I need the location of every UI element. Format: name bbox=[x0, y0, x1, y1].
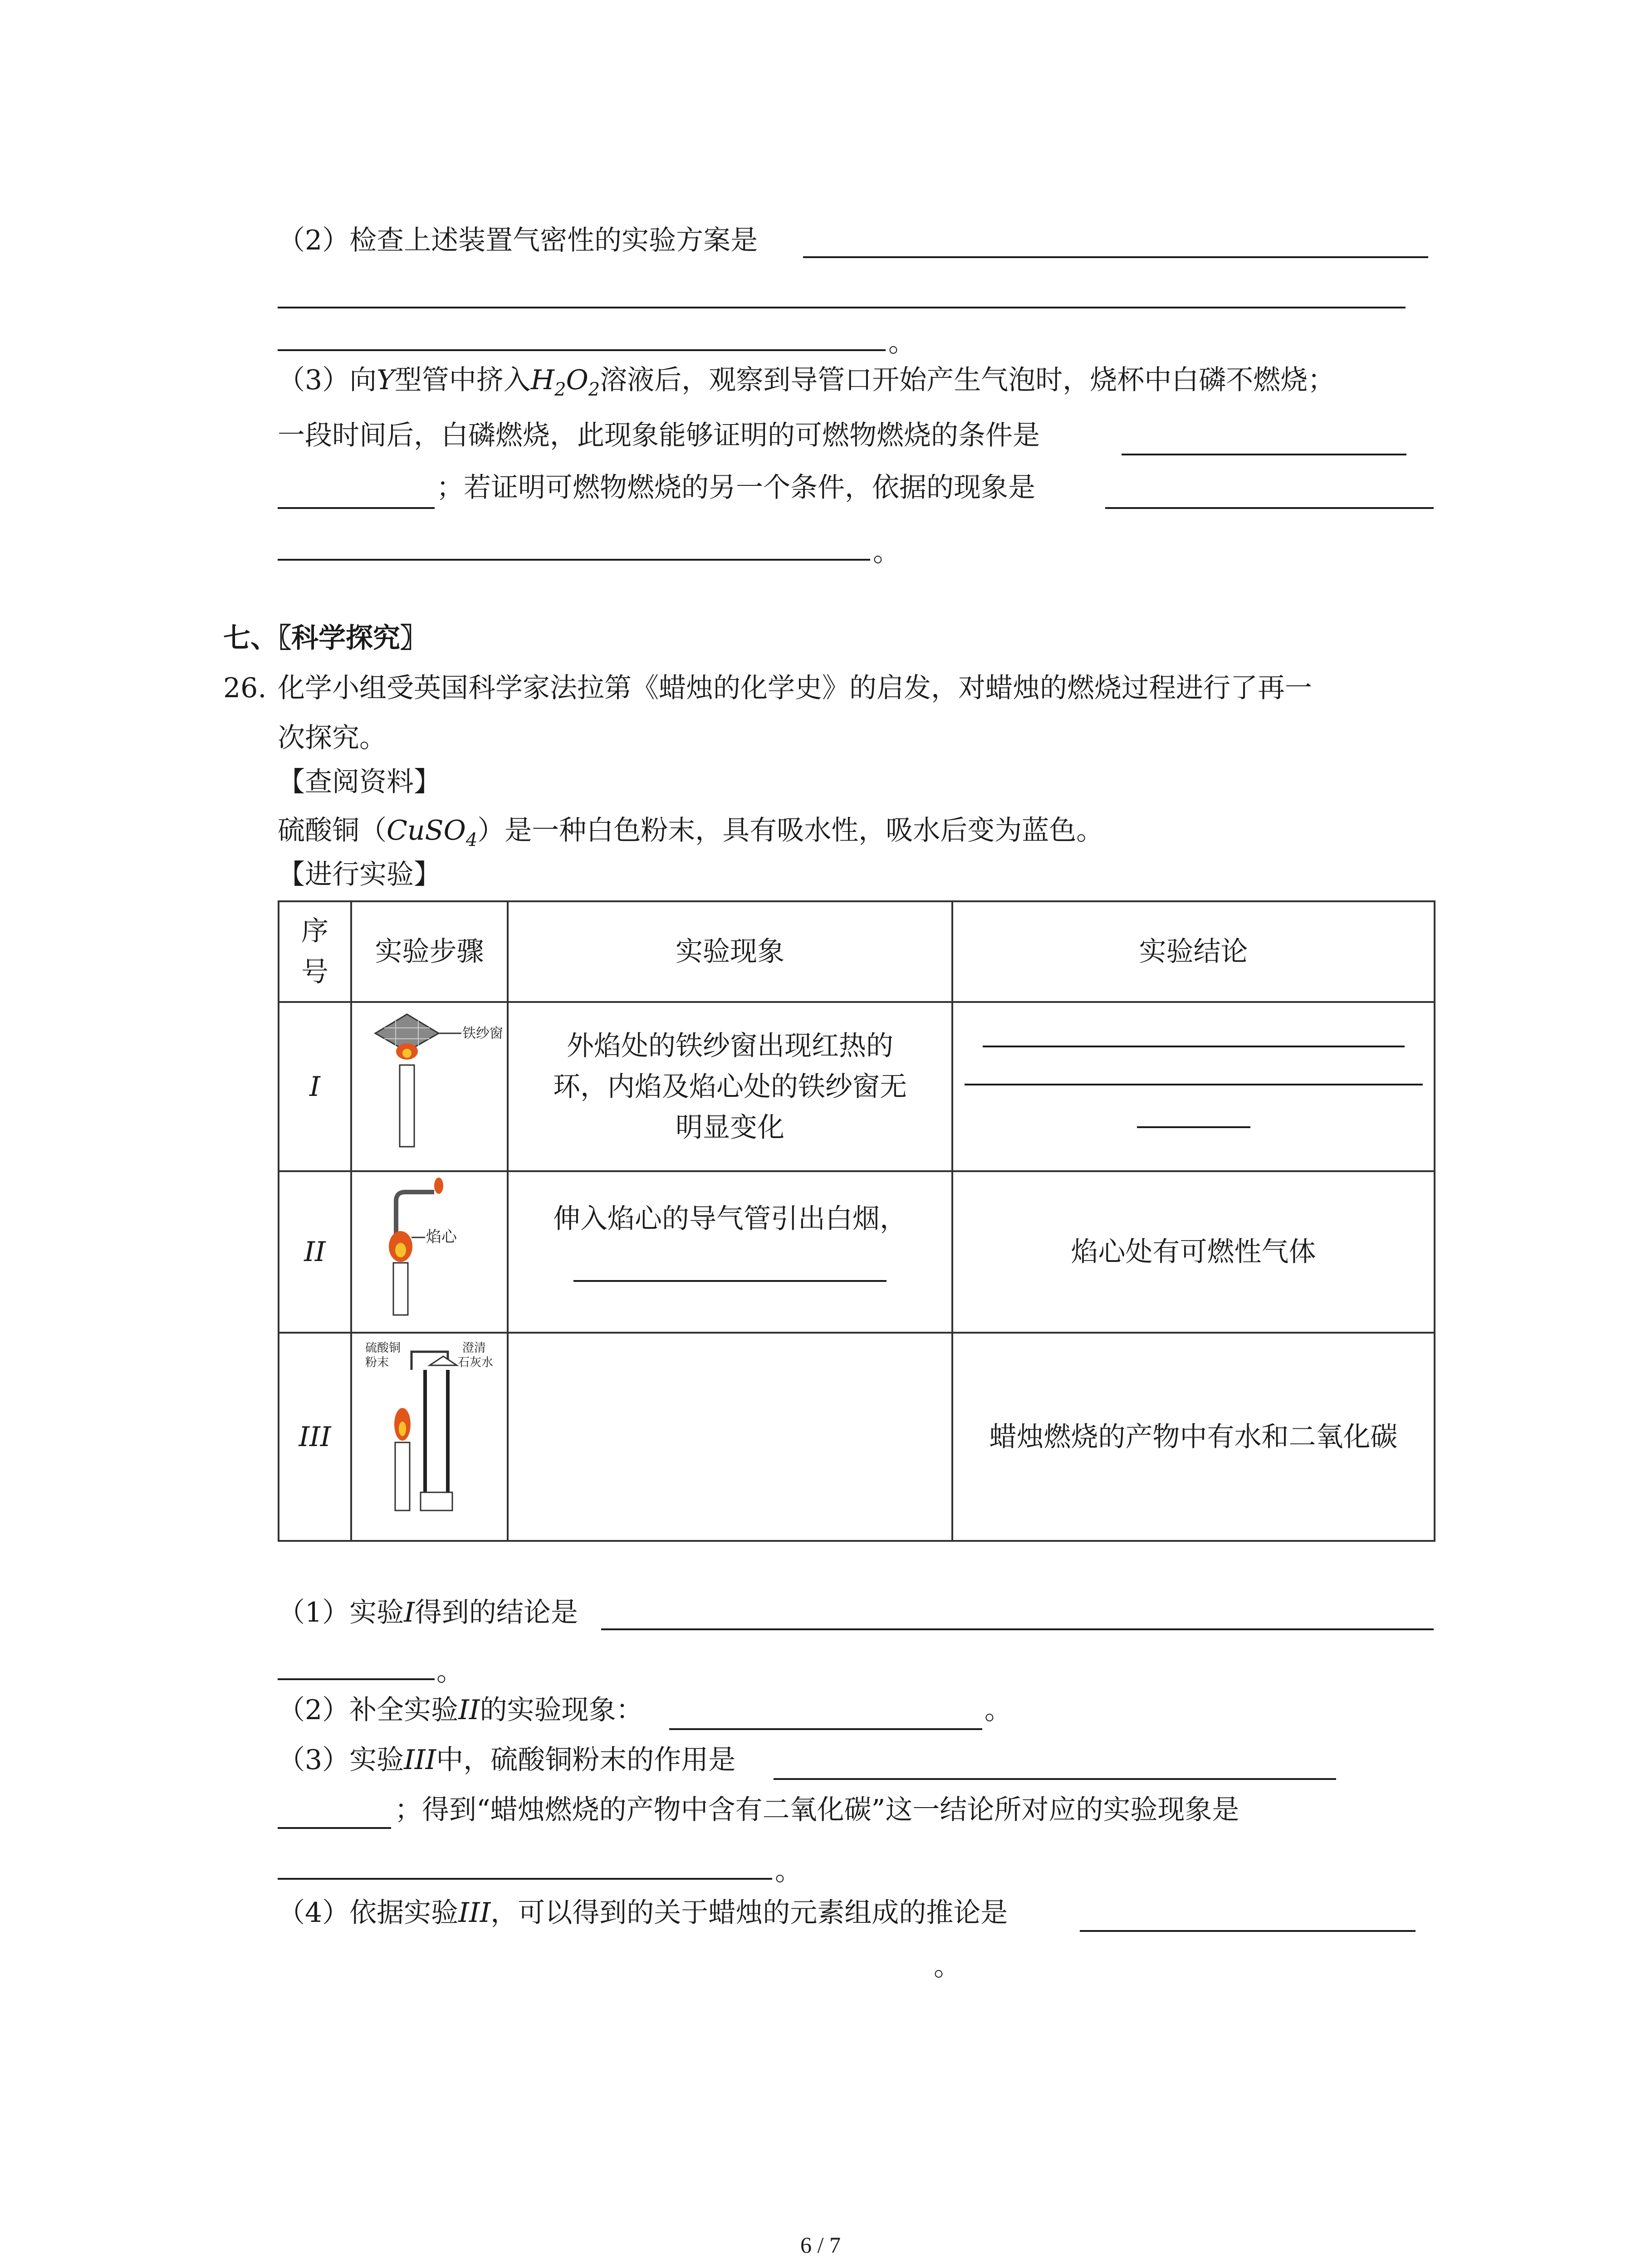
q26-part1-end: 。 bbox=[436, 1656, 464, 1687]
q25-part2-blank-2[interactable] bbox=[278, 307, 1406, 308]
row-iii-phenomenon bbox=[508, 1333, 952, 1541]
q25-part3-end: 。 bbox=[873, 536, 900, 568]
header-phenomenon: 实验现象 bbox=[508, 901, 952, 1002]
row-ii-phenomenon-text: 伸入焰心的导气管引出白烟， bbox=[553, 1203, 907, 1235]
q25-part3-line1 bbox=[278, 362, 1335, 408]
page-number: 6 / 7 bbox=[800, 2232, 841, 2258]
reference-heading: 【查阅资料】 bbox=[278, 766, 441, 798]
q25-part3-line3: ；若证明可燃物燃烧的另一个条件，依据的现象是 bbox=[436, 472, 1035, 503]
row-i-phenomenon-2: 环，内焰及焰心处的铁纱窗无 bbox=[553, 1070, 907, 1103]
q26-part3-end: 。 bbox=[775, 1855, 802, 1887]
q26-part3-a: （3）实验 bbox=[278, 1744, 404, 1776]
row-i-apparatus bbox=[351, 1002, 508, 1171]
row-number-iii: III bbox=[279, 1333, 351, 1541]
lime-label-2: 石灰水 bbox=[457, 1356, 493, 1369]
formula-o: O bbox=[566, 364, 588, 396]
lime-label-1: 澄清 bbox=[462, 1341, 486, 1355]
q26-part4-blank[interactable] bbox=[1080, 1930, 1416, 1932]
row-i-phenomenon-3: 明显变化 bbox=[676, 1111, 784, 1144]
candle-icon bbox=[395, 1442, 410, 1510]
q26-stem-line2: 次探究。 bbox=[278, 722, 387, 754]
q26-part4-b: ，可以得到的关于蜡烛的元素组成的推论是 bbox=[490, 1897, 1008, 1929]
q25-part2-blank-1[interactable] bbox=[803, 256, 1428, 258]
experiment-heading: 【进行实验】 bbox=[278, 859, 441, 890]
q26-part3-blank-3[interactable] bbox=[278, 1878, 772, 1880]
reference-text bbox=[278, 812, 1103, 858]
q25-part2-blank-3[interactable] bbox=[278, 349, 886, 351]
q25-part2-prompt: （2）检查上述装置气密性的实验方案是 bbox=[278, 225, 758, 256]
row-iii-conclusion: 蜡烛燃烧的产物中有水和二氧化碳 bbox=[952, 1333, 1435, 1541]
gauze-candle-diagram bbox=[357, 1006, 502, 1156]
row-i-conclusion-blank-3[interactable] bbox=[1137, 1126, 1250, 1128]
row-ii-phenomenon bbox=[508, 1171, 952, 1333]
beaker-icon bbox=[430, 1356, 457, 1365]
cuso4-lime-diagram bbox=[357, 1334, 502, 1529]
q26-part3-var: III bbox=[404, 1744, 436, 1776]
formula-sub-1: 2 bbox=[554, 379, 566, 400]
q26-part3-b: 中，硫酸铜粉末的作用是 bbox=[436, 1744, 736, 1776]
q26-part3-blank-2[interactable] bbox=[278, 1827, 391, 1829]
q26-part3-line2: ；得到“蜡烛燃烧的产物中含有二氧化碳”这一结论所对应的实验现象是 bbox=[395, 1794, 1239, 1826]
small-flame-icon bbox=[434, 1178, 443, 1194]
q26-part3 bbox=[278, 1742, 735, 1778]
q25-part3-blank-1[interactable] bbox=[1122, 454, 1406, 455]
q26-part4 bbox=[278, 1895, 1008, 1931]
row-ii-phenomenon-blank[interactable] bbox=[573, 1280, 887, 1282]
q26-part2-b: 的实验现象： bbox=[480, 1694, 643, 1726]
q25-part3-text-b: 型管中挤入 bbox=[394, 364, 531, 396]
q26-number: 26. bbox=[223, 672, 267, 704]
formula-h: H bbox=[530, 364, 555, 396]
cuso4-formula: CuSO bbox=[387, 815, 466, 846]
core-label: 焰心 bbox=[426, 1227, 457, 1246]
q26-part2-end: 。 bbox=[985, 1694, 1012, 1726]
q26-part1-blank-2[interactable] bbox=[278, 1678, 435, 1680]
q26-part2 bbox=[278, 1692, 643, 1728]
table-row bbox=[279, 1171, 1435, 1333]
experiment-table bbox=[278, 900, 1435, 1542]
q26-part1-blank-1[interactable] bbox=[601, 1628, 1434, 1630]
candle-icon bbox=[393, 1263, 408, 1315]
row-number-i: I bbox=[279, 1002, 351, 1171]
header-number bbox=[279, 901, 351, 1002]
cuso4-label-1: 硫酸铜 bbox=[365, 1341, 401, 1355]
q25-part2-end: 。 bbox=[888, 327, 916, 358]
tube-candle-diagram bbox=[357, 1174, 502, 1319]
q26-part2-var: II bbox=[458, 1694, 480, 1726]
q26-part4-end: 。 bbox=[934, 1950, 961, 1982]
table-header-row bbox=[279, 901, 1435, 1002]
q26-part1-var: I bbox=[404, 1597, 415, 1628]
q26-part1-a: （1）实验 bbox=[278, 1597, 404, 1628]
row-iii-apparatus bbox=[351, 1333, 508, 1541]
q25-part2-line1 bbox=[278, 222, 758, 259]
q25-part3-text-a: （3）向 bbox=[278, 364, 377, 396]
q25-part3-line2: 一段时间后，白磷燃烧，此现象能够证明的可燃物燃烧的条件是 bbox=[278, 420, 1040, 451]
row-number-ii: II bbox=[279, 1171, 351, 1333]
row-i-phenomenon-1: 外焰处的铁纱窗出现红热的 bbox=[567, 1030, 893, 1062]
section-heading: 七、〖科学探究〗 bbox=[223, 622, 427, 654]
reference-text-a: 硫酸铜（ bbox=[278, 815, 387, 846]
q25-part3-blank-3[interactable] bbox=[1105, 507, 1434, 509]
table-row bbox=[279, 1002, 1435, 1171]
cuso4-label-2: 粉末 bbox=[365, 1356, 389, 1369]
q26-part1-b: 得到的结论是 bbox=[414, 1597, 578, 1628]
header-conclusion: 实验结论 bbox=[952, 901, 1435, 1002]
row-ii-conclusion: 焰心处有可燃性气体 bbox=[952, 1171, 1435, 1333]
q26-part4-var: III bbox=[458, 1897, 491, 1929]
q25-part3-text-c: 溶液后，观察到导管口开始产生气泡时，烧杯中白磷不燃烧； bbox=[600, 364, 1335, 396]
var-y: Y bbox=[377, 364, 395, 396]
q26-part2-blank[interactable] bbox=[669, 1728, 982, 1730]
row-i-conclusion-blank-2[interactable] bbox=[965, 1084, 1423, 1085]
q25-part3-blank-2[interactable] bbox=[278, 507, 435, 509]
row-i-conclusion bbox=[952, 1002, 1435, 1171]
table-row bbox=[279, 1333, 1435, 1541]
cuso4-subscript: 4 bbox=[465, 830, 478, 850]
reference-text-b: ）是一种白色粉末，具有吸水性，吸水后变为蓝色。 bbox=[477, 815, 1104, 846]
q25-part3-blank-4[interactable] bbox=[278, 559, 870, 561]
header-number-1: 序 bbox=[301, 915, 328, 947]
row-ii-apparatus bbox=[351, 1171, 508, 1333]
q26-part2-a: （2）补全实验 bbox=[278, 1694, 459, 1726]
q26-stem-line1: 化学小组受英国科学家法拉第《蜡烛的化学史》的启发，对蜡烛的燃烧过程进行了再一 bbox=[278, 672, 1312, 704]
header-number-2: 号 bbox=[301, 956, 328, 988]
row-i-conclusion-blank-1[interactable] bbox=[983, 1046, 1405, 1047]
gauze-label: 铁纱窗 bbox=[462, 1026, 502, 1041]
q26-part3-blank-1[interactable] bbox=[774, 1778, 1336, 1780]
header-step: 实验步骤 bbox=[351, 901, 508, 1002]
formula-sub-2: 2 bbox=[588, 379, 600, 400]
q26-part4-a: （4）依据实验 bbox=[278, 1897, 459, 1929]
q26-part1 bbox=[278, 1594, 578, 1631]
row-i-phenomenon bbox=[508, 1002, 952, 1171]
candle-icon bbox=[400, 1065, 414, 1147]
